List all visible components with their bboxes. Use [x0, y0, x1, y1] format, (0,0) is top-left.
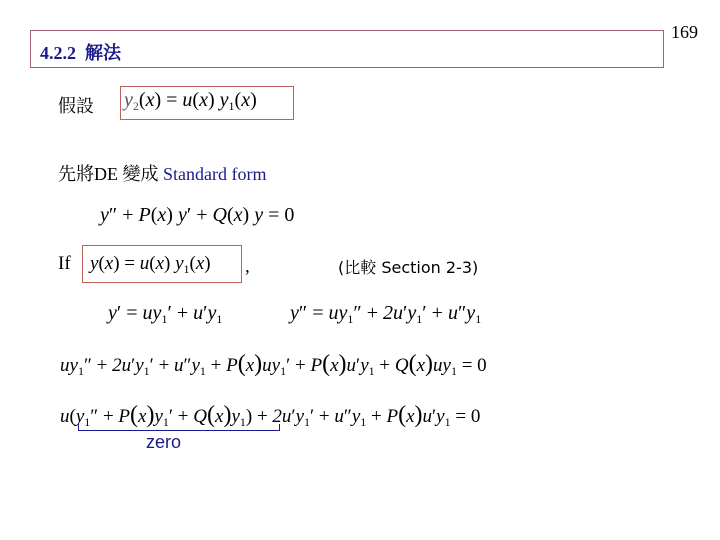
zero-label: zero: [146, 432, 182, 452]
second-derivative-equation: $y'' = uy_1'' + 2u'y_1' + u''y_1$: [290, 302, 482, 326]
first-derivative-equation: $y' = uy_1' + u'y_1$: [108, 302, 223, 326]
zero-underbrace: [78, 424, 280, 431]
if-label: If: [58, 253, 71, 274]
section-title: [40, 39, 121, 65]
grouped-equation: $u(y_1'' + P(x)y_1' + Q(x)y_1) + 2u'y_1' + u''y_1 + P(x)u'y_1 = 0$: [60, 402, 481, 429]
standard-form-label: Standard form: [163, 164, 267, 184]
assume-equation: $y_2(x) = u(x)$ $y_1(x)$: [124, 89, 257, 113]
substituted-equation: $uy_1'' + 2u'y_1' + u''y_1 + P(x)uy_1' + P(x)u'y_1 + Q(x)uy_1 = 0$: [60, 351, 487, 378]
step-label-text-2: 變成: [122, 164, 159, 185]
section-number: 4.2.2: [40, 43, 76, 63]
standard-form-step-label: [58, 160, 266, 186]
step-label-text-1: 先將: [58, 164, 94, 185]
standard-form-equation: y″ + P(x) y′ + Q(x) y = 0: [100, 204, 295, 226]
compare-note: (比較 Section 2-3): [338, 258, 479, 277]
if-expression: y(x) = u(x) $y_1(x)$: [90, 253, 211, 276]
section-header-box: [30, 30, 664, 68]
section-title-text: 解法: [85, 43, 121, 64]
step-label-de: DE: [94, 164, 118, 184]
assume-label: 假設: [58, 96, 94, 117]
if-comma: ,: [245, 256, 250, 277]
page-number: 169: [671, 22, 698, 42]
